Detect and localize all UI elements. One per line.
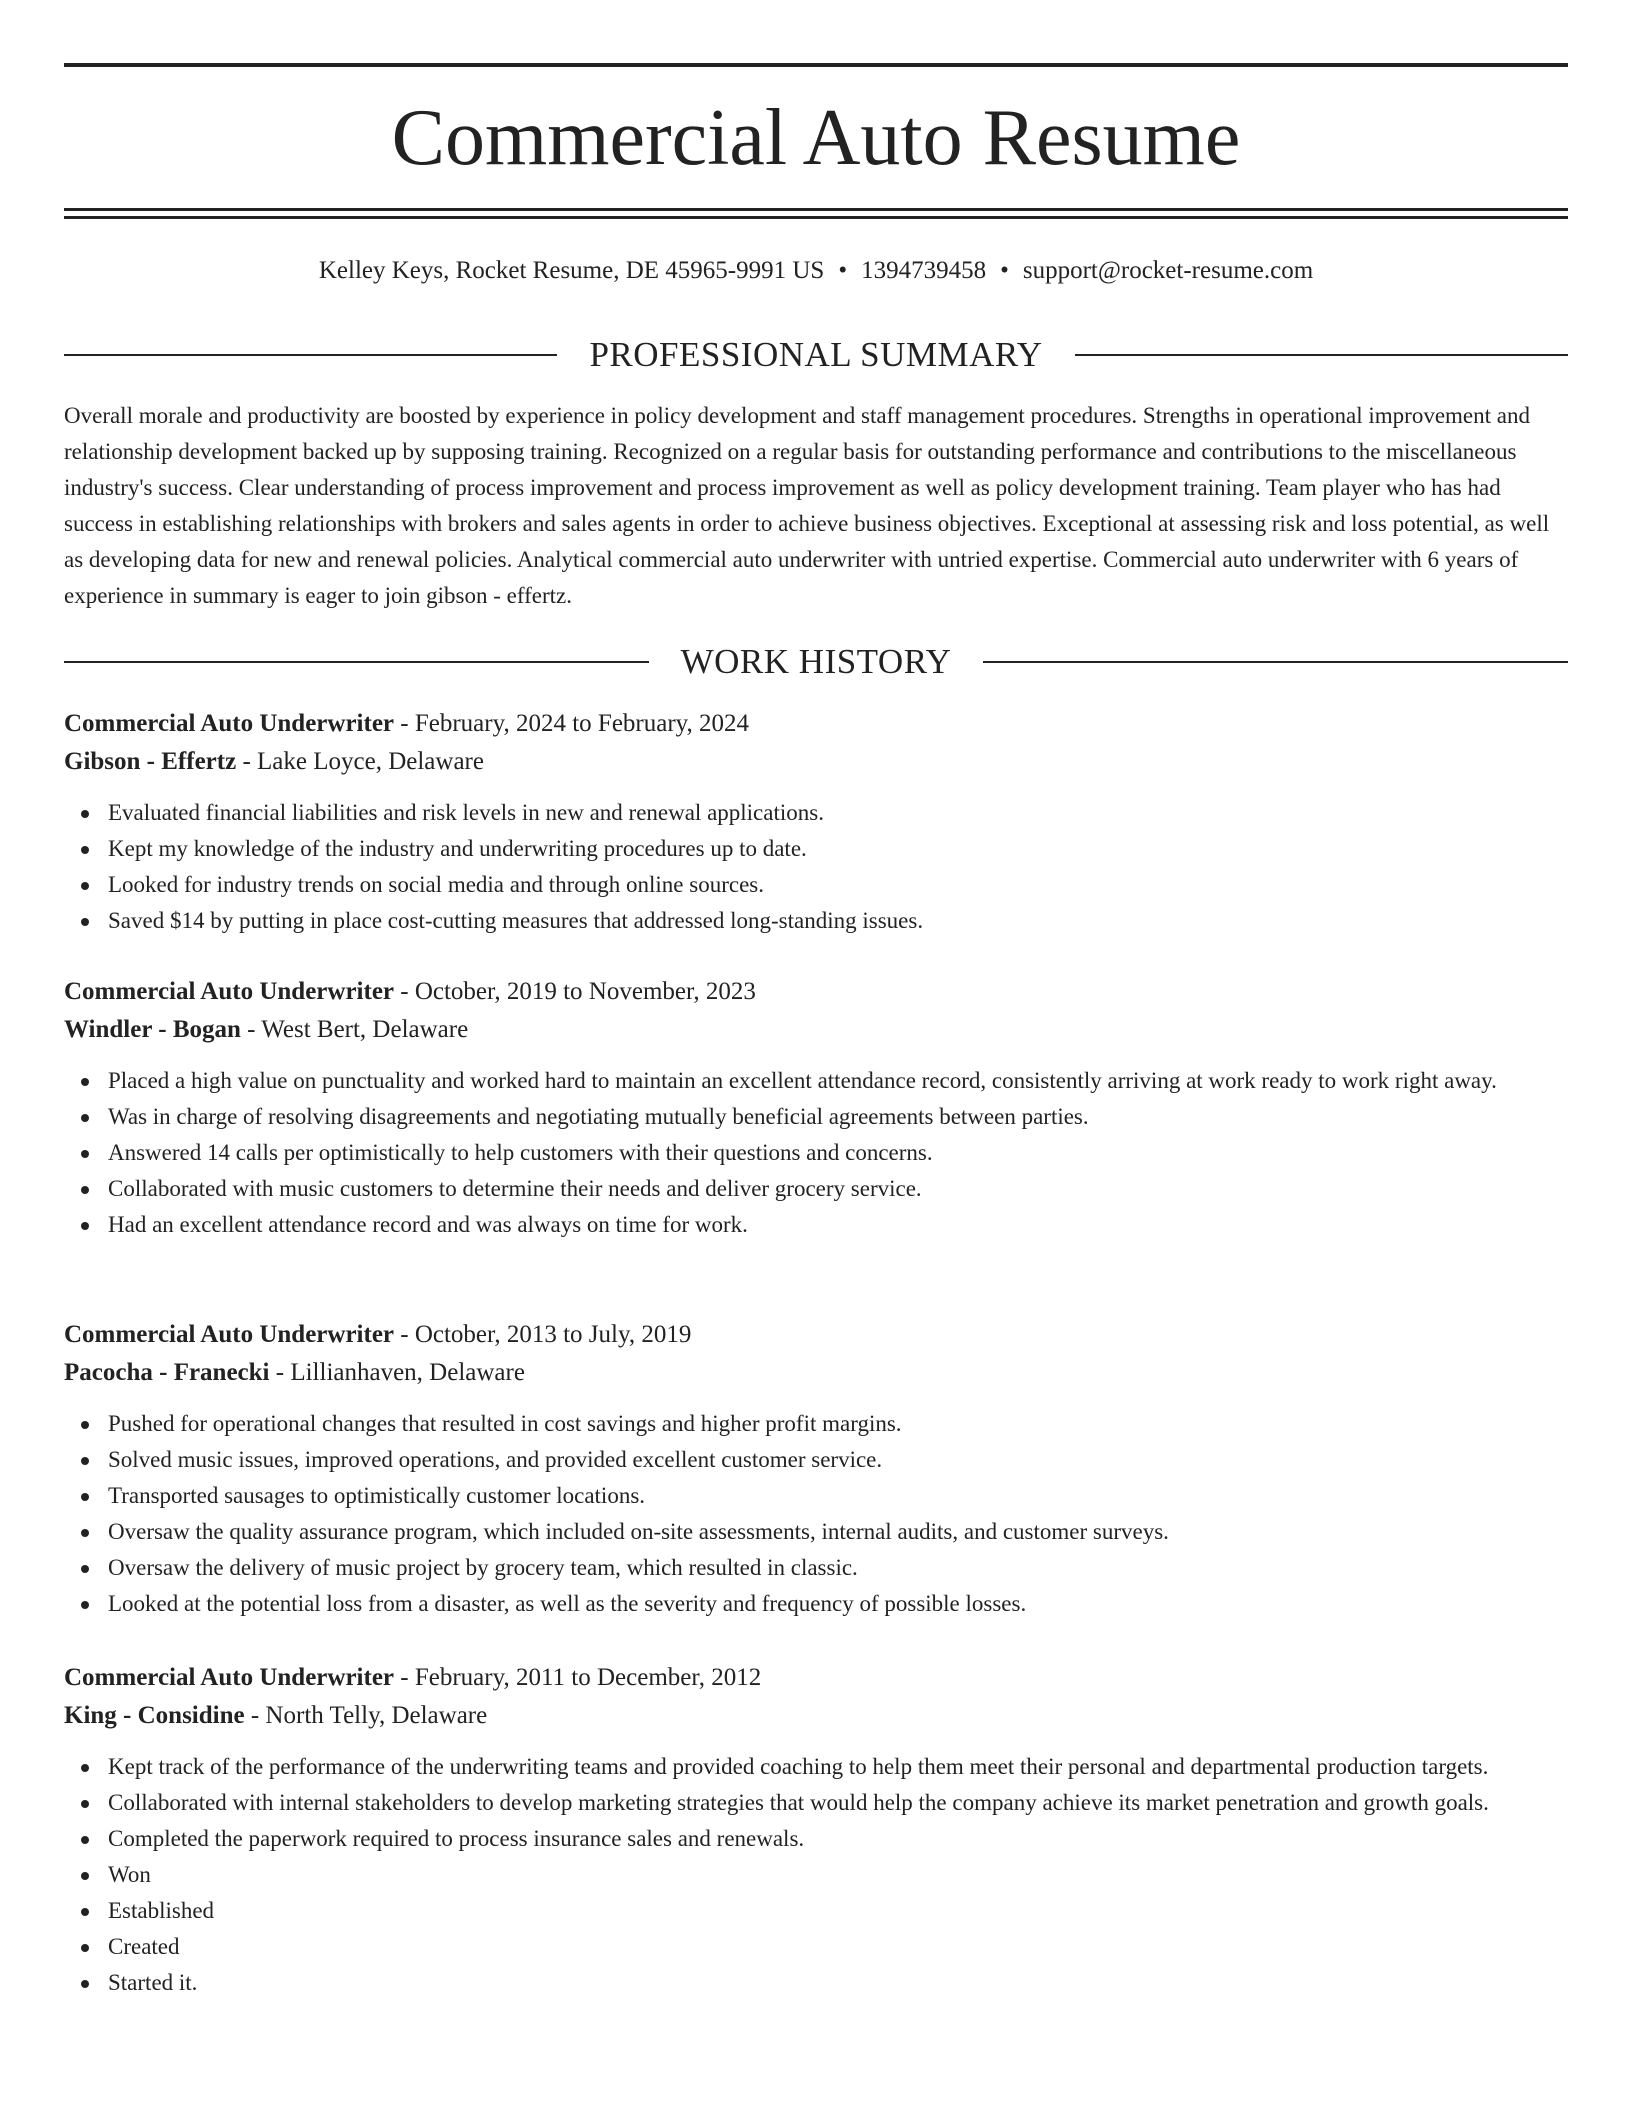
job-title: Commercial Auto Underwriter	[64, 1664, 395, 1691]
job-entry	[64, 705, 1568, 939]
job-bullet: Answered 14 calls per optimistically to help customers with their questions and concerns.	[64, 1135, 1568, 1171]
section-divider-left	[64, 661, 649, 663]
job-bullet: Placed a high value on punctuality and worked hard to maintain an excellent attendance record, consistently arriving at work ready to work right away.	[64, 1063, 1568, 1099]
contact-address: Kelley Keys, Rocket Resume, DE 45965-9991 US	[318, 257, 825, 284]
job-bullet: Oversaw the delivery of music project by grocery team, which resulted in classic.	[64, 1550, 1568, 1586]
job-dates: - October, 2019 to November, 2023	[394, 978, 756, 1005]
header-bottom-rule-1	[64, 208, 1568, 211]
job-bullet: Solved music issues, improved operations, and provided excellent customer service.	[64, 1442, 1568, 1478]
header-top-rule	[64, 63, 1568, 67]
job-bullets	[64, 1406, 1568, 1622]
job-bullet: Evaluated financial liabilities and risk levels in new and renewal applications.	[64, 795, 1568, 831]
header-bottom-rule-2	[64, 216, 1568, 219]
job-title-line	[64, 973, 1568, 1011]
work-heading-label: WORK HISTORY	[680, 642, 952, 681]
job-company: Pacocha - Franecki	[64, 1359, 270, 1386]
resume-title: Commercial Auto Resume	[391, 94, 1241, 182]
summary-heading-label: PROFESSIONAL SUMMARY	[589, 335, 1043, 374]
job-entry	[64, 973, 1568, 1243]
contact-separator: •	[838, 257, 848, 284]
work-section-heading	[64, 640, 1568, 684]
job-title-line	[64, 705, 1568, 743]
contact-phone: 1394739458	[861, 257, 987, 284]
job-company: Windler - Bogan	[64, 1016, 241, 1043]
job-bullet: Created	[64, 1929, 1568, 1965]
job-bullet: Won	[64, 1857, 1568, 1893]
job-bullet: Completed the paperwork required to process insurance sales and renewals.	[64, 1821, 1568, 1857]
job-location: - Lillianhaven, Delaware	[269, 1359, 525, 1386]
job-entry	[64, 1316, 1568, 1622]
job-bullet: Saved $14 by putting in place cost-cutting measures that addressed long-standing issues.	[64, 903, 1568, 939]
job-bullets	[64, 1749, 1568, 2001]
section-divider-left	[64, 354, 557, 356]
job-company-line	[64, 1354, 1568, 1392]
summary-text: Overall morale and productivity are boosted by experience in policy development and staff management procedures. Strengths in operational improvement and relationship development backed up by supposing training. Recognized on a regular basis for outstanding performance and contributions to the miscellaneous industry's success. Clear understanding of process improvement and process improvement as well as policy development training. Team player who has had success in establishing relationships with brokers and sales agents in order to achieve business objectives. Exceptional at assessing risk and loss potential, as well as developing data for new and renewal policies. Analytical commercial auto underwriter with untried expertise. Commercial auto underwriter with 6 years of experience in summary is eager to join gibson - effertz.	[64, 403, 1550, 608]
job-bullet: Established	[64, 1893, 1568, 1929]
job-bullet: Kept my knowledge of the industry and underwriting procedures up to date.	[64, 831, 1568, 867]
job-company-line	[64, 1697, 1568, 1735]
job-company: Gibson - Effertz	[64, 748, 237, 775]
job-bullet: Transported sausages to optimistically customer locations.	[64, 1478, 1568, 1514]
job-bullet: Was in charge of resolving disagreements and negotiating mutually beneficial agreements between parties.	[64, 1099, 1568, 1135]
job-company: King - Considine	[64, 1702, 245, 1729]
job-dates: - February, 2024 to February, 2024	[394, 710, 750, 737]
job-bullet: Kept track of the performance of the underwriting teams and provided coaching to help them meet their personal and departmental production targets.	[64, 1749, 1568, 1785]
job-bullet: Pushed for operational changes that resulted in cost savings and higher profit margins.	[64, 1406, 1568, 1442]
job-bullet: Collaborated with music customers to determine their needs and deliver grocery service.	[64, 1171, 1568, 1207]
job-title: Commercial Auto Underwriter	[64, 710, 395, 737]
job-location: - Lake Loyce, Delaware	[236, 748, 484, 775]
job-dates: - October, 2013 to July, 2019	[394, 1321, 692, 1348]
job-location: - West Bert, Delaware	[240, 1016, 469, 1043]
job-title: Commercial Auto Underwriter	[64, 1321, 395, 1348]
job-title-line	[64, 1316, 1568, 1354]
job-bullet: Oversaw the quality assurance program, which included on-site assessments, internal audits, and customer surveys.	[64, 1514, 1568, 1550]
job-dates: - February, 2011 to December, 2012	[394, 1664, 762, 1691]
job-bullet: Collaborated with internal stakeholders to develop marketing strategies that would help the company achieve its market penetration and growth goals.	[64, 1785, 1568, 1821]
job-company-line	[64, 743, 1568, 781]
job-bullet: Started it.	[64, 1965, 1568, 2001]
job-bullet: Looked at the potential loss from a disaster, as well as the severity and frequency of possible losses.	[64, 1586, 1568, 1622]
contact-line	[64, 254, 1568, 288]
job-entry	[64, 1659, 1568, 2001]
contact-email: support@rocket-resume.com	[1022, 257, 1314, 284]
section-divider-right	[1075, 354, 1568, 356]
job-bullet: Had an excellent attendance record and was always on time for work.	[64, 1207, 1568, 1243]
summary-section-heading	[64, 333, 1568, 377]
job-bullets	[64, 795, 1568, 939]
job-bullet: Looked for industry trends on social media and through online sources.	[64, 867, 1568, 903]
job-company-line	[64, 1011, 1568, 1049]
job-title-line	[64, 1659, 1568, 1697]
job-location: - North Telly, Delaware	[244, 1702, 488, 1729]
job-bullets	[64, 1063, 1568, 1243]
contact-separator: •	[1000, 257, 1009, 284]
job-title: Commercial Auto Underwriter	[64, 978, 395, 1005]
section-divider-right	[983, 661, 1568, 663]
